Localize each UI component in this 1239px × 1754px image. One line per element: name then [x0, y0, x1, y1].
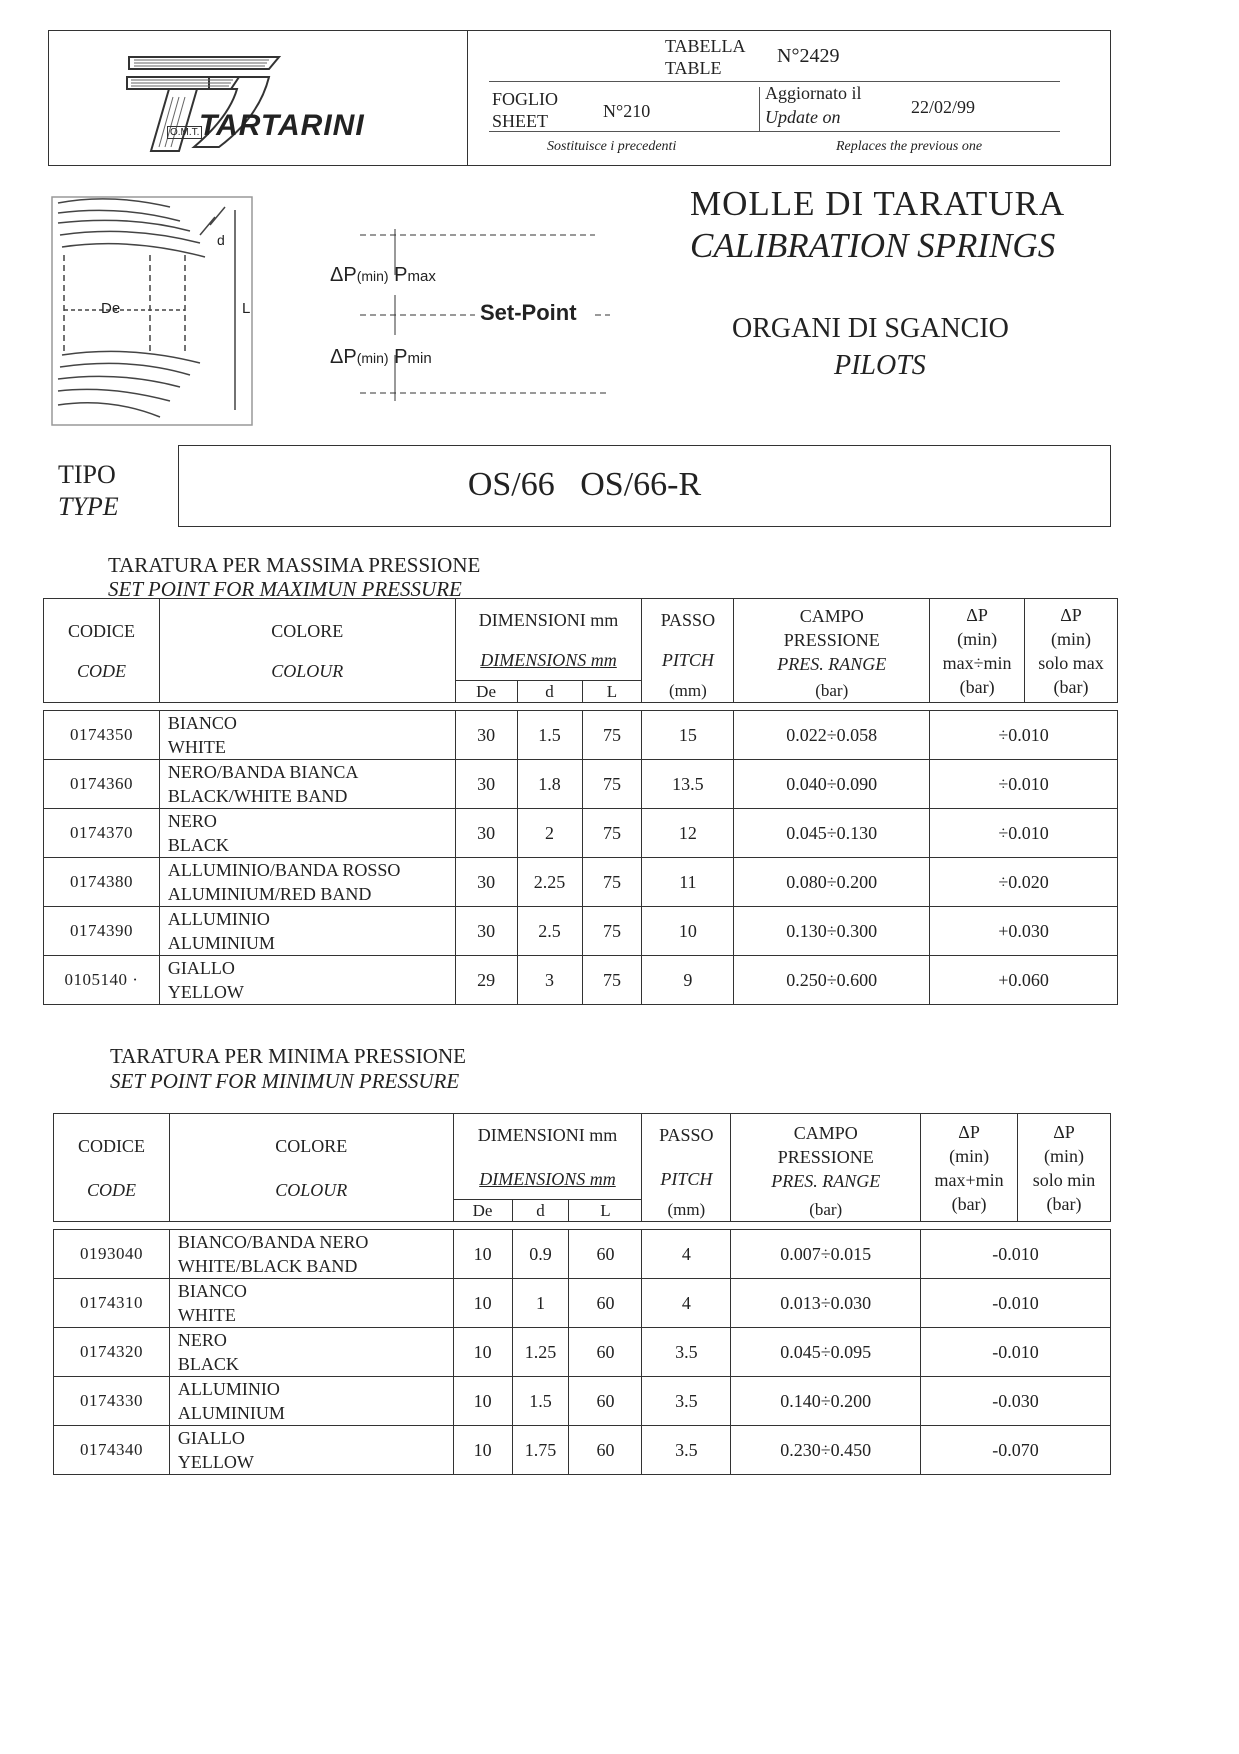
colour-cell — [159, 760, 455, 809]
dp-cell: ÷0.020 — [930, 858, 1118, 907]
de-cell: 10 — [453, 1426, 512, 1475]
table-row — [44, 956, 1118, 1005]
min-table-gap — [54, 1222, 1111, 1230]
de-cell: 30 — [455, 711, 517, 760]
code-cell: 0174380 — [44, 858, 160, 907]
sheet-label: SHEET — [492, 111, 548, 131]
pmin-sub: min — [407, 350, 432, 367]
pitch-cell: 4 — [642, 1230, 731, 1279]
type-label-en: TYPE — [58, 492, 119, 521]
max-table-gap — [44, 703, 1118, 711]
colour-it: GIALLO — [167, 958, 235, 978]
code-cell: 0174340 — [54, 1426, 170, 1475]
colour-it: NERO — [177, 1330, 227, 1350]
colour-en: ALUMINIUM — [167, 933, 275, 953]
header-box — [48, 30, 1111, 166]
colour-cell — [159, 809, 455, 858]
update-on-label: Update on — [765, 107, 841, 127]
dp-min-sub: (min) — [356, 350, 389, 366]
colour-cell — [169, 1230, 453, 1279]
range-cell: 0.040÷0.090 — [734, 760, 930, 809]
de-cell: 30 — [455, 809, 517, 858]
max-header-de: De — [455, 681, 517, 703]
pitch-cell: 3.5 — [642, 1426, 731, 1475]
pitch-cell: 9 — [642, 956, 734, 1005]
dp-cell: -0.010 — [921, 1279, 1111, 1328]
de-cell: 10 — [453, 1279, 512, 1328]
min-header-colour: COLORE COLOUR — [169, 1114, 453, 1222]
min-header-code: CODICE CODE — [54, 1114, 170, 1222]
table-row — [54, 1377, 1111, 1426]
min-header-l: L — [569, 1200, 642, 1222]
colour-en: BLACK — [167, 835, 229, 855]
max-header-l: L — [582, 681, 642, 703]
dp-cell: ÷0.010 — [930, 711, 1118, 760]
table-row — [44, 809, 1118, 858]
table-number: N°2429 — [777, 45, 840, 67]
code-cell: 0174310 — [54, 1279, 170, 1328]
diagram-label-de: De — [101, 300, 121, 317]
l-cell: 60 — [569, 1328, 642, 1377]
range-cell: 0.013÷0.030 — [731, 1279, 921, 1328]
d-cell: 1.75 — [512, 1426, 569, 1475]
pitch-cell: 4 — [642, 1279, 731, 1328]
colour-it: GIALLO — [177, 1428, 245, 1448]
d-cell: 0.9 — [512, 1230, 569, 1279]
max-header-dp2: ΔP (min) solo max (bar) — [1025, 599, 1118, 703]
colour-en: YELLOW — [177, 1452, 254, 1472]
colour-it: ALLUMINIO — [177, 1379, 280, 1399]
dp-cell: ÷0.010 — [930, 809, 1118, 858]
min-header-d: d — [512, 1200, 569, 1222]
min-header-de: De — [453, 1200, 512, 1222]
range-cell: 0.045÷0.095 — [731, 1328, 921, 1377]
min-header-pitch: PASSO PITCH — [642, 1114, 731, 1200]
dp-cell: ÷0.010 — [930, 760, 1118, 809]
header-rule-1 — [489, 81, 1060, 82]
colour-it: ALLUMINIO/BANDA ROSSO — [167, 860, 401, 880]
range-cell: 0.230÷0.450 — [731, 1426, 921, 1475]
range-cell: 0.140÷0.200 — [731, 1377, 921, 1426]
code-cell: 0174330 — [54, 1377, 170, 1426]
code-cell: 0174370 — [44, 809, 160, 858]
dp-cell: -0.030 — [921, 1377, 1111, 1426]
pitch-cell: 3.5 — [642, 1328, 731, 1377]
colour-it: ALLUMINIO — [167, 909, 270, 929]
pitch-cell: 15 — [642, 711, 734, 760]
pitch-cell: 3.5 — [642, 1377, 731, 1426]
dp-min-label — [330, 346, 432, 369]
table-row — [44, 760, 1118, 809]
foglio-label: FOGLIO — [492, 89, 558, 109]
code-cell: 0174320 — [54, 1328, 170, 1377]
spring-drawing — [50, 195, 260, 430]
d-cell: 2.25 — [517, 858, 582, 907]
d-cell: 2.5 — [517, 907, 582, 956]
min-table-title-it: TARATURA PER MINIMA PRESSIONE — [110, 1044, 466, 1068]
pitch-cell: 13.5 — [642, 760, 734, 809]
dp-cell: -0.010 — [921, 1328, 1111, 1377]
updated-date: 22/02/99 — [911, 97, 976, 117]
max-header-dp1: ΔP (min) max÷min (bar) — [930, 599, 1025, 703]
table-row — [54, 1426, 1111, 1475]
header-rule-2 — [489, 131, 1060, 132]
dp-max-sub: (min) — [356, 268, 389, 284]
diagram-label-d: d — [217, 232, 225, 248]
l-cell: 75 — [582, 809, 642, 858]
pitch-cell: 11 — [642, 858, 734, 907]
title-sub-it: ORGANI DI SGANCIO — [732, 313, 1009, 344]
l-cell: 75 — [582, 858, 642, 907]
table-row — [54, 1230, 1111, 1279]
min-header-range-unit: (bar) — [731, 1200, 921, 1222]
code-cell: 0193040 — [54, 1230, 170, 1279]
max-header-pitch: PASSO PITCH — [642, 599, 734, 681]
pmax-sub: max — [407, 268, 436, 285]
code-cell: 0105140 · — [44, 956, 160, 1005]
de-cell: 30 — [455, 858, 517, 907]
colour-en: YELLOW — [167, 982, 244, 1002]
min-header-dp2: ΔP (min) solo min (bar) — [1018, 1114, 1111, 1222]
max-header-dimensions: DIMENSIONI mm DIMENSIONS mm — [455, 599, 642, 681]
pmax-symbol: P — [394, 264, 408, 286]
colour-it: BIANCO/BANDA NERO — [177, 1232, 369, 1252]
d-cell: 2 — [517, 809, 582, 858]
de-cell: 30 — [455, 760, 517, 809]
sheet-number: N°210 — [603, 101, 651, 121]
dp-max-label — [330, 264, 436, 287]
max-table-title-it: TARATURA PER MASSIMA PRESSIONE — [108, 553, 481, 577]
d-cell: 1.25 — [512, 1328, 569, 1377]
de-cell: 30 — [455, 907, 517, 956]
de-cell: 10 — [453, 1377, 512, 1426]
brand-name: TARTARINI — [199, 109, 365, 142]
colour-it: NERO — [167, 811, 217, 831]
colour-cell — [159, 907, 455, 956]
d-cell: 1.5 — [517, 711, 582, 760]
d-cell: 1.5 — [512, 1377, 569, 1426]
de-cell: 10 — [453, 1328, 512, 1377]
l-cell: 60 — [569, 1230, 642, 1279]
min-table-body — [54, 1230, 1111, 1475]
d-cell: 3 — [517, 956, 582, 1005]
d-cell: 1.8 — [517, 760, 582, 809]
header-vrule — [759, 87, 760, 131]
replaces-it: Sostituisce i precedenti — [547, 139, 677, 154]
min-header-dimensions: DIMENSIONI mm DIMENSIONS mm — [453, 1114, 642, 1200]
table-row — [54, 1328, 1111, 1377]
min-header-dp1: ΔP (min) max+min (bar) — [921, 1114, 1018, 1222]
colour-en: ALUMINIUM — [177, 1403, 285, 1423]
dp-min-symbol: ΔP — [330, 346, 357, 368]
table-row — [44, 711, 1118, 760]
colour-it: BIANCO — [167, 713, 237, 733]
diagram-label-l: L — [242, 300, 251, 317]
type-box — [178, 445, 1111, 527]
min-header-range: CAMPO PRESSIONE PRES. RANGE — [731, 1114, 921, 1200]
updated-label: Aggiornato il — [765, 83, 862, 103]
colour-en: BLACK/WHITE BAND — [167, 786, 348, 806]
l-cell: 75 — [582, 760, 642, 809]
l-cell: 75 — [582, 907, 642, 956]
colour-cell — [159, 956, 455, 1005]
max-table-body — [44, 711, 1118, 1005]
tabella-label: TABELLA — [665, 36, 746, 56]
range-cell: 0.045÷0.130 — [734, 809, 930, 858]
max-pressure-table — [43, 598, 1118, 1005]
range-cell: 0.080÷0.200 — [734, 858, 930, 907]
max-header-pitch-unit: (mm) — [642, 681, 734, 703]
l-cell: 60 — [569, 1426, 642, 1475]
range-cell: 0.250÷0.600 — [734, 956, 930, 1005]
pitch-cell: 12 — [642, 809, 734, 858]
title-main-en: CALIBRATION SPRINGS — [690, 226, 1056, 265]
min-table-header-row — [54, 1114, 1111, 1200]
max-header-range: CAMPO PRESSIONE PRES. RANGE — [734, 599, 930, 681]
table-row — [44, 907, 1118, 956]
colour-it: BIANCO — [177, 1281, 247, 1301]
code-cell: 0174360 — [44, 760, 160, 809]
colour-cell — [169, 1426, 453, 1475]
d-cell: 1 — [512, 1279, 569, 1328]
colour-cell — [159, 711, 455, 760]
colour-it: NERO/BANDA BIANCA — [167, 762, 359, 782]
dp-cell: -0.070 — [921, 1426, 1111, 1475]
max-header-range-unit: (bar) — [734, 681, 930, 703]
code-cell: 0174350 — [44, 711, 160, 760]
title-main-it: MOLLE DI TARATURA — [690, 184, 1066, 223]
colour-en: WHITE — [177, 1305, 236, 1325]
colour-en: ALUMINIUM/RED BAND — [167, 884, 372, 904]
de-cell: 10 — [453, 1230, 512, 1279]
l-cell: 75 — [582, 956, 642, 1005]
max-header-colour: COLORE COLOUR — [159, 599, 455, 703]
max-table-header-row — [44, 599, 1118, 681]
colour-en: WHITE/BLACK BAND — [177, 1256, 358, 1276]
code-cell: 0174390 — [44, 907, 160, 956]
table-row — [54, 1279, 1111, 1328]
pmin-symbol: P — [394, 346, 408, 368]
logo-omt-text: O.M.T. — [167, 126, 202, 139]
colour-en: WHITE — [167, 737, 226, 757]
colour-cell — [169, 1279, 453, 1328]
table-row — [44, 858, 1118, 907]
colour-en: BLACK — [177, 1354, 239, 1374]
max-header-d: d — [517, 681, 582, 703]
range-cell: 0.007÷0.015 — [731, 1230, 921, 1279]
l-cell: 75 — [582, 711, 642, 760]
max-header-code: CODICE CODE — [44, 599, 160, 703]
dp-max-symbol: ΔP — [330, 264, 357, 286]
replaces-en: Replaces the previous one — [836, 139, 983, 154]
title-sub-en: PILOTS — [834, 350, 926, 381]
colour-cell — [169, 1328, 453, 1377]
setpoint-label: Set-Point — [480, 300, 577, 325]
dp-cell: +0.060 — [930, 956, 1118, 1005]
type-label-it: TIPO — [58, 460, 116, 489]
dp-cell: -0.010 — [921, 1230, 1111, 1279]
dp-cell: +0.030 — [930, 907, 1118, 956]
min-table-title-en: SET POINT FOR MINIMUN PRESSURE — [110, 1069, 460, 1093]
colour-cell — [169, 1377, 453, 1426]
range-cell: 0.022÷0.058 — [734, 711, 930, 760]
max-table-title-en: SET POINT FOR MAXIMUN PRESSURE — [108, 577, 462, 601]
header-divider — [467, 31, 468, 165]
colour-cell — [159, 858, 455, 907]
l-cell: 60 — [569, 1279, 642, 1328]
min-pressure-table — [53, 1113, 1111, 1475]
de-cell: 29 — [455, 956, 517, 1005]
type-value: OS/66 OS/66-R — [467, 466, 702, 503]
min-header-pitch-unit: (mm) — [642, 1200, 731, 1222]
range-cell: 0.130÷0.300 — [734, 907, 930, 956]
l-cell: 60 — [569, 1377, 642, 1426]
pitch-cell: 10 — [642, 907, 734, 956]
table-label: TABLE — [665, 58, 722, 78]
